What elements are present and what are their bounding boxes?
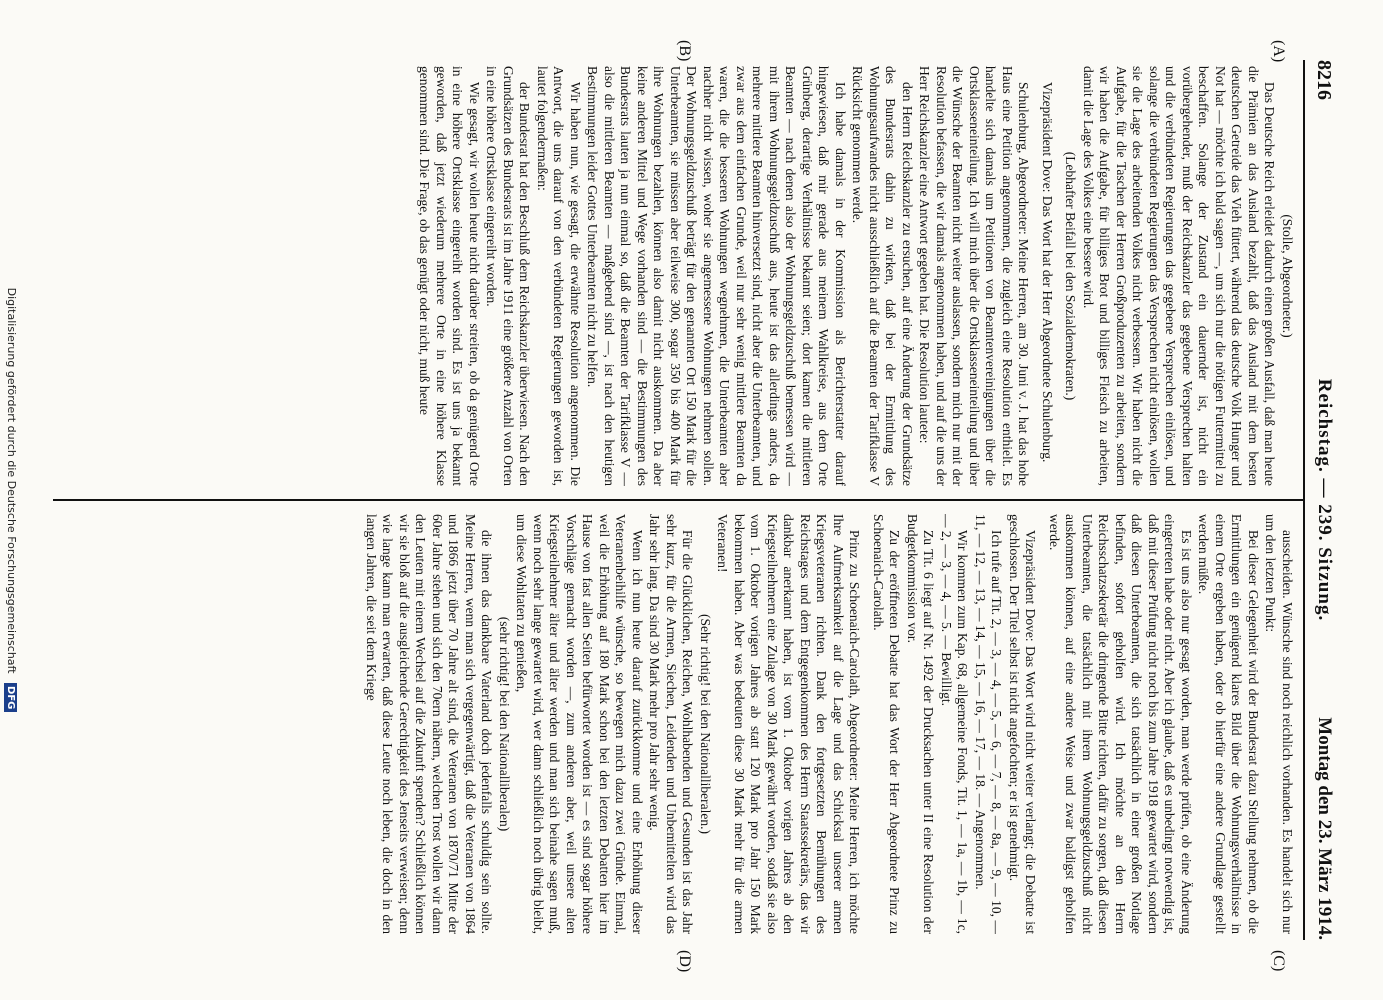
right-column	[45, 514, 1295, 934]
paragraph: Zu der eröffneten Debatte hat das Wort der Herr Abgeordnete Prinz zu Schoenaich-Carolath.	[871, 514, 903, 934]
paragraph: Vizepräsident Dove: Das Wort hat der Herr Abgeordnete Schulenburg.	[1040, 82, 1055, 463]
quote: Bei dieser Gelegenheit wird der Bundesrat dazu Stellung nehmen, ob die Ermittlungen ein genügend klares Bild über die Wohnungsverhältnisse in einem Orte ergeben haben, oder ob hierfür eine andere Grundlage gestellt werden müßte.	[1196, 514, 1261, 934]
paragraph: Wie gesagt, wir wollen heute nicht darüber streiten, ob da genügend Orte in eine höhere Ortsklasse eingereiht worden sind. Es ist uns ja bekannt geworden, daß jetzt wiederum mehrere Orte in eine höhere Klasse genommen sind. Die Frage, ob das genügt oder nicht, muß heute	[417, 66, 482, 486]
paragraph: Wenn ich nun heute darauf zurückkomme und eine Erhöhung dieser Veteranenbeihilfe wünsche, so bewegen mich dazu zwei Gründe. Einmal, weil die Erhöhung auf 180 Mark schon bei den letzten Debatten hier im Hause von fast allen Seiten befürwortet worden ist — es sind sogar höhere Vorschläge gemacht worden —, zum anderen aber, weil unsere alten Kriegsteilnehmer älter und älter werden und man sich beinahe sagen muß, wenn noch sehr lange gewartet wird, wer dann schließlich noch übrig bleibt, um diese Wohltaten zu genießen,	[514, 514, 645, 934]
paragraph: Wir haben nun, wie gesagt, die erwähnte Resolution angenommen. Die Antwort, die uns darauf von den verbündeten Regierungen geworden ist, lautet folgendermaßen:	[535, 66, 583, 486]
quote: den Herrn Reichskanzler zu ersuchen, auf eine Änderung der Grundsätze des Bundesrats dahin zu wirken, daß bei der Ermittlung des Wohnungsaufwandes nicht ausschließlich auf die Beamten der Tarifklasse V Rücksicht genommen werde.	[850, 66, 915, 486]
left-column	[45, 66, 1295, 486]
margin-mark-c: (C)	[1270, 950, 1287, 972]
page-header	[1305, 60, 1341, 940]
session-title: Reichstag. — 239. Sitzung.	[1314, 378, 1335, 622]
header-rule	[1303, 60, 1305, 940]
paragraph: ausscheiden. Wünsche sind noch reichlich vorhanden. Es handelt sich nur um den letzten Punkt:	[1263, 514, 1295, 934]
quote: der Bundesrat hat den Beschluß dem Reichskanzler überwiesen. Nach den Grundsätzen des Bundesrats ist im Jahre 1911 eine größere Anzahl von Orten in eine höhere Ortsklasse eingereiht worden.	[484, 66, 533, 486]
dfg-logo: DFG	[4, 683, 17, 712]
paragraph: Ich rufe auf Tit. 2, — 3, — 4, — 5, — 6, — 7, — 8, — 8a, — 9, — 10, — 11, — 12, — 13, — 14, — 15, — 16, — 17, — 18. — Angenommen.	[973, 514, 1005, 934]
margin-mark-d: (D)	[676, 950, 693, 973]
paragraph: Schulenburg, Abgeordneter: Meine Herren, am 30. Juni v. J. hat das hohe Haus eine Petition angenommen, die zugleich eine Resolution enthielt. Es handelte sich damals um Petitionen von Beamtenvereinigungen über die Ortsklasseneinteilung. Ich will mich über die Ortsklasseneinteilung und über die Wünsche der Beamten nicht weiter auslassen, sondern mich nur mit der Resolution befassen, die wir damals angenommen haben, und auf die uns der Herr Reichskanzler eine Antwort gegeben hat. Die Resolution lautete:	[917, 66, 1032, 486]
paragraph: Das Deutsche Reich erleidet dadurch einen großen Ausfall, daß man heute die Prämien an das Ausland bezahlt, daß das Ausland mit dem besten deutschen Getreide das Vieh füttert, während das deutsche Volk Hunger und Not hat — möchte ich bald sagen —, um sich nur die nötigen Futtermittel zu beschaffen. Solange der Zustand ein dauernder ist, nicht ein vorübergehender, muß der Reichskanzler das gegebene Versprechen halten und die verbündeten Regierungen das gegebene Versprechen einlösen, und solange die verbündeten Regierungen das Versprechen nicht einlösen, wollen sie die Lage des arbeitenden Volkes nicht verbessern. Wir haben nicht die Aufgabe, für die Taschen der Herren Großproduzenten zu arbeiten, sondern wir haben die Aufgabe, für billiges Brot und billiges Fleisch zu arbeiten, damit die Lage des Volkes eine bessere wird.	[1081, 66, 1278, 486]
paragraph: Ich habe damals in der Kommission als Berichterstatter darauf hingewiesen, daß mir gerade aus meinem Wahlkreise, aus dem Orte Grünberg, derartige Verhältnisse bekannt seien; dort kamen die mittleren Beamten — nach denen also der Wohnungsgeldzuschuß bemessen wird — mit ihrem Wohnungsgeldzuschuß aus, heute ist das allerdings anders, da mehrere mittlere Beamten hinversetzt sind, nicht aber die Unterbeamten, und zwar aus dem einfachen Grunde, weil nur sehr wenig mittlere Beamten da waren, die die besseren Wohnungen wegnehmen, die Unterbeamten aber nachher nicht wissen, woher sie angemessene Wohnungen nehmen sollen. Der Wohnungsgeldzuschuß beträgt für den genannten Ort 150 Mark für die Unterbeamten, sie müssen aber teilweise 300, sogar 350 bis 400 Mark für ihre Wohnungen bezahlen, können also damit nicht auskommen. Da aber keine anderen Mittel und Wege vorhanden sind — die Bestimmungen des Bundesrats lauten ja nun einmal so, daß die Beamten der Tarifklasse V — also die mittleren Beamten — maßgebend sind —, ist nach den heutigen Bestimmungen leider Gottes Unterbeamten nicht zu helfen.	[585, 66, 848, 486]
paragraph: Für die Glücklichen, Reichen, Wohlhabenden und Gesunden ist das Jahr sehr kurz, für die Armen, Siechen, Leidenden und Unbemittelten wird das Jahr sehr lang. Da sind 30 Mark mehr pro Jahr sehr wenig.	[647, 514, 696, 934]
column-divider	[53, 499, 1303, 501]
page-number: 8216	[1313, 60, 1335, 100]
paragraph: Prinz zu Schoenaich-Carolath, Abgeordneter: Meine Herren, ich möchte Ihre Aufmerksamkeit auf die Lage und das Schicksal unserer armen Kriegsveteranen richten. Dank den fortgesetzten Bemühungen des Reichstages und dem Entgegenkommen des Herrn Staatssekretärs, das wir dankbar anerkannt haben, ist vom 1. Oktober vorigen Jahres ab den Kriegsteilnehmern eine Zulage von 30 Mark gewährt worden, sodaß sie also vom 1. Oktober vorigen Jahres ab statt 120 Mark pro Jahr 150 Mark bekommen haben. Aber was bedeuten diese 30 Mark mehr für die armen Veteranen!	[715, 514, 863, 934]
margin-mark-b: (B)	[676, 40, 693, 62]
paragraph: Vizepräsident Dove: Das Wort wird nicht weiter verlangt; die Debatte ist geschlossen. Der Titel selbst ist nicht angefochten; er ist genehmigt.	[1007, 514, 1039, 934]
speaker-note: (Stolle, Abgeordneter.)	[1280, 214, 1295, 338]
digitization-footer	[4, 0, 18, 1000]
paragraph: Wir kommen zum Kap. 68, allgemeine Fonds, Tit. 1, — 1a, — 1b, — 1c, — 2, — 3, — 4, — 5. — Bewilligt.	[939, 514, 971, 934]
session-date: Montag den 23. März 1914.	[1314, 717, 1335, 940]
paragraph: Es ist uns also nur gesagt worden, man werde prüfen, ob eine Änderung eingetreten habe oder nicht. Aber ich glaube, daß es unbedingt notwendig ist, daß mit dieser Prüfung nicht noch bis zum Jahre 1918 gewartet wird, sondern daß diesen Unterbeamten, die sich tatsächlich in einer großen Notlage befinden, sofort geholfen wird. Ich möchte an den Herrn Reichsschatzsekretär die dringende Bitte richten, dafür zu sorgen, daß diesen Unterbeamten, die tatsächlich mit ihrem Wohnungsgeldzuschuß nicht auskommen können, auf eine andere Weise und zwar baldigst geholfen werde.	[1047, 514, 1194, 934]
paragraph: Zu Tit. 6 liegt auf Nr. 1492 der Drucksachen unter II eine Resolution der Budgetkommission vor.	[905, 514, 937, 934]
interjection: (Sehr richtig! bei den Nationalliberalen.)	[698, 613, 713, 835]
paragraph: die ihnen das dankbare Vaterland doch jedenfalls schuldig sein sollte. Meine Herren, wenn man sich vergegenwärtigt, daß die Veteranen von 1864 und 1866 jetzt über 70 Jahre alt sind, die Veteranen von 1870/71 Mitte der 60er Jahre stehen und sich den 70ern nähern, welchen Trost wollen wir dann den Leuten mit einem Wechsel auf die Zukunft spenden? Schließlich können wir sie bloß auf die ausgleichende Gerechtigkeit des Jenseits verweisen; denn wie lange kann man erwarten, daß diese Leute noch leben, die doch in den langen Jahren, die seit dem Kriege	[364, 514, 495, 934]
margin-mark-a: (A)	[1270, 40, 1287, 63]
digitization-credit: Digitalisierung gefördert durch die Deutsche Forschungsgemeinschaft	[5, 287, 18, 674]
interjection: (sehr richtig! bei den Nationalliberalen)	[497, 616, 512, 832]
applause-note: (Lebhafter Beifall bei den Sozialdemokraten.)	[1063, 151, 1079, 401]
